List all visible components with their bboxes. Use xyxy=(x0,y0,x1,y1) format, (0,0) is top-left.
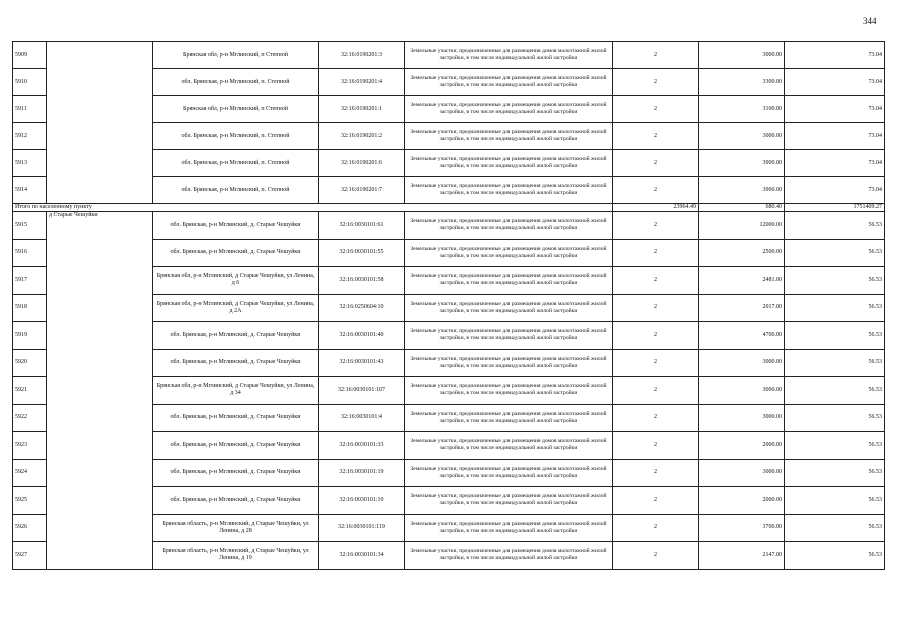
address-cell: Брянская обл, р-н Мглинский, д Старые Чешуйки, ул Ленина, д 6 xyxy=(153,267,319,295)
cadastral-number: 32:16:0030101:4 xyxy=(319,404,405,432)
row-number: 5909 xyxy=(13,42,47,69)
row-number: 5919 xyxy=(13,322,47,350)
cadastral-number: 32:16:0030101:58 xyxy=(319,267,405,295)
land-use-description: Земельные участки, предназначенные для размещения домов малоэтажной жилой застройки, в том числе индивидуальной жилой застройки xyxy=(405,459,613,487)
cadastral-number: 32:16:0030101:40 xyxy=(319,322,405,350)
cadastral-number: 32:16:0030101:19 xyxy=(319,459,405,487)
area-cell: 3900.00 xyxy=(699,150,785,177)
rate-cell: 56.53 xyxy=(785,349,885,377)
cadastral-number: 32:16:0030101:33 xyxy=(319,432,405,460)
settlement-name xyxy=(47,42,153,204)
category-cell: 2 xyxy=(613,69,699,96)
area-cell: 3000.00 xyxy=(699,459,785,487)
category-cell: 2 xyxy=(613,177,699,204)
cadastral-number: 32:16:0190201:6 xyxy=(319,150,405,177)
area-cell: 2147.00 xyxy=(699,542,785,570)
category-cell: 2 xyxy=(613,322,699,350)
land-use-description: Земельные участки, предназначенные для размещения домов малоэтажной жилой застройки, в том числе индивидуальной жилой застройки xyxy=(405,96,613,123)
land-use-description: Земельные участки, предназначенные для размещения домов малоэтажной жилой застройки, в том числе индивидуальной жилой застройки xyxy=(405,69,613,96)
row-number: 5911 xyxy=(13,96,47,123)
settlement-name: д Старые Чешуйки xyxy=(47,212,153,570)
row-number: 5923 xyxy=(13,432,47,460)
address-cell: обл. Брянская, р-н Мглинский, д. Старые Чешуйки xyxy=(153,239,319,267)
address-cell: обл. Брянская, р-н Мглинский, п. Степной xyxy=(153,69,319,96)
address-cell: Брянская обл, р-н Мглинский, п Степной xyxy=(153,96,319,123)
category-cell: 2 xyxy=(613,42,699,69)
area-cell: 12000.00 xyxy=(699,212,785,240)
category-cell: 2 xyxy=(613,123,699,150)
rate-cell: 56.53 xyxy=(785,487,885,515)
land-use-description: Земельные участки, предназначенные для размещения домов малоэтажной жилой застройки, в том числе индивидуальной жилой застройки xyxy=(405,239,613,267)
area-cell: 2000.00 xyxy=(699,432,785,460)
category-cell: 2 xyxy=(613,432,699,460)
cadastral-number: 32:16:0030101:107 xyxy=(319,377,405,405)
cadastral-number: 32:16:0190201:3 xyxy=(319,42,405,69)
address-cell: Брянская обл, р-н Мглинский, д Старые Чешуйки, ул Ленина, д 34 xyxy=(153,377,319,405)
land-registry-table xyxy=(12,41,885,570)
area-cell: 3000.00 xyxy=(699,42,785,69)
rate-cell: 56.53 xyxy=(785,377,885,405)
rate-cell: 56.53 xyxy=(785,239,885,267)
land-use-description: Земельные участки, предназначенные для размещения домов малоэтажной жилой застройки, в том числе индивидуальной жилой застройки xyxy=(405,322,613,350)
rate-cell: 56.53 xyxy=(785,294,885,322)
cadastral-number: 32:16:0190201:7 xyxy=(319,177,405,204)
subtotal-row xyxy=(13,204,885,212)
cadastral-number: 32:16:0030101:34 xyxy=(319,542,405,570)
area-cell: 3000.00 xyxy=(699,377,785,405)
rate-cell: 56.53 xyxy=(785,404,885,432)
subtotal-value: 1751409.27 xyxy=(785,204,885,212)
area-cell: 2000.00 xyxy=(699,487,785,515)
rate-cell: 56.53 xyxy=(785,542,885,570)
area-cell: 3000.00 xyxy=(699,349,785,377)
cadastral-number: 32:16:0030101:61 xyxy=(319,212,405,240)
cadastral-number: 32:16:0190201:4 xyxy=(319,69,405,96)
category-cell: 2 xyxy=(613,267,699,295)
address-cell: обл. Брянская, р-н Мглинский, п. Степной xyxy=(153,123,319,150)
subtotal-section xyxy=(13,204,885,212)
area-cell: 2017.00 xyxy=(699,294,785,322)
rate-cell: 73.04 xyxy=(785,150,885,177)
row-number: 5910 xyxy=(13,69,47,96)
row-number: 5917 xyxy=(13,267,47,295)
land-use-description: Земельные участки, предназначенные для размещения домов малоэтажной жилой застройки, в том числе индивидуальной жилой застройки xyxy=(405,349,613,377)
category-cell: 2 xyxy=(613,294,699,322)
subtotal-rate: 680.40 xyxy=(699,204,785,212)
row-number: 5916 xyxy=(13,239,47,267)
rate-cell: 73.04 xyxy=(785,96,885,123)
row-number: 5912 xyxy=(13,123,47,150)
rate-cell: 56.53 xyxy=(785,432,885,460)
subtotal-area: 23964.49 xyxy=(613,204,699,212)
address-cell: обл. Брянская, р-н Мглинский, д. Старые Чешуйки xyxy=(153,487,319,515)
rate-cell: 56.53 xyxy=(785,267,885,295)
address-cell: обл. Брянская, р-н Мглинский, д. Старые Чешуйки xyxy=(153,322,319,350)
land-use-description: Земельные участки, предназначенные для размещения домов малоэтажной жилой застройки, в том числе индивидуальной жилой застройки xyxy=(405,42,613,69)
settlement-1-rows xyxy=(13,42,885,204)
category-cell: 2 xyxy=(613,349,699,377)
area-cell: 3000.00 xyxy=(699,123,785,150)
address-cell: Брянская обл, р-н Мглинский, д Старые Чешуйки, ул Ленина, д 2А xyxy=(153,294,319,322)
rate-cell: 56.53 xyxy=(785,212,885,240)
settlement-2-rows xyxy=(13,212,885,570)
land-use-description: Земельные участки, предназначенные для размещения домов малоэтажной жилой застройки, в том числе индивидуальной жилой застройки xyxy=(405,432,613,460)
area-cell: 3300.00 xyxy=(699,69,785,96)
rate-cell: 73.04 xyxy=(785,69,885,96)
land-use-description: Земельные участки, предназначенные для размещения домов малоэтажной жилой застройки, в том числе индивидуальной жилой застройки xyxy=(405,294,613,322)
table-row xyxy=(13,42,885,69)
rate-cell: 56.53 xyxy=(785,514,885,542)
cadastral-number: 32:16:0190201:2 xyxy=(319,123,405,150)
row-number: 5922 xyxy=(13,404,47,432)
area-cell: 3000.00 xyxy=(699,404,785,432)
land-use-description: Земельные участки, предназначенные для размещения домов малоэтажной жилой застройки, в том числе индивидуальной жилой застройки xyxy=(405,267,613,295)
row-number: 5913 xyxy=(13,150,47,177)
address-cell: Брянская область, р-н Мглинский, д Старые Чешуйки, ул Ленина, д 28 xyxy=(153,514,319,542)
category-cell: 2 xyxy=(613,459,699,487)
land-use-description: Земельные участки, предназначенные для размещения домов малоэтажной жилой застройки, в том числе индивидуальной жилой застройки xyxy=(405,177,613,204)
row-number: 5915 xyxy=(13,212,47,240)
category-cell: 2 xyxy=(613,514,699,542)
row-number: 5920 xyxy=(13,349,47,377)
address-cell: обл. Брянская, р-н Мглинский, п. Степной xyxy=(153,177,319,204)
cadastral-number: 32:16:0250604:10 xyxy=(319,294,405,322)
address-cell: обл. Брянская, р-н Мглинский, д. Старые Чешуйки xyxy=(153,432,319,460)
cadastral-number: 32:16:0030101:119 xyxy=(319,514,405,542)
cadastral-number: 32:16:0030101:55 xyxy=(319,239,405,267)
address-cell: обл. Брянская, р-н Мглинский, п. Степной xyxy=(153,150,319,177)
table-row xyxy=(13,212,885,240)
category-cell: 2 xyxy=(613,377,699,405)
category-cell: 2 xyxy=(613,487,699,515)
row-number: 5927 xyxy=(13,542,47,570)
address-cell: обл. Брянская, р-н Мглинский, д. Старые Чешуйки xyxy=(153,459,319,487)
page-number: 344 xyxy=(863,16,877,26)
category-cell: 2 xyxy=(613,96,699,123)
land-use-description: Земельные участки, предназначенные для размещения домов малоэтажной жилой застройки, в том числе индивидуальной жилой застройки xyxy=(405,150,613,177)
area-cell: 3900.00 xyxy=(699,177,785,204)
area-cell: 4700.00 xyxy=(699,322,785,350)
row-number: 5918 xyxy=(13,294,47,322)
row-number: 5926 xyxy=(13,514,47,542)
land-use-description: Земельные участки, предназначенные для размещения домов малоэтажной жилой застройки, в том числе индивидуальной жилой застройки xyxy=(405,487,613,515)
category-cell: 2 xyxy=(613,404,699,432)
land-use-description: Земельные участки, предназначенные для размещения домов малоэтажной жилой застройки, в том числе индивидуальной жилой застройки xyxy=(405,123,613,150)
address-cell: Брянская обл, р-н Мглинский, п Степной xyxy=(153,42,319,69)
rate-cell: 73.04 xyxy=(785,123,885,150)
rate-cell: 73.04 xyxy=(785,177,885,204)
category-cell: 2 xyxy=(613,150,699,177)
land-use-description: Земельные участки, предназначенные для размещения домов малоэтажной жилой застройки, в том числе индивидуальной жилой застройки xyxy=(405,542,613,570)
area-cell: 2481.00 xyxy=(699,267,785,295)
address-cell: обл. Брянская, р-н Мглинский, д. Старые Чешуйки xyxy=(153,349,319,377)
address-cell: обл. Брянская, р-н Мглинский, д. Старые Чешуйки xyxy=(153,404,319,432)
row-number: 5924 xyxy=(13,459,47,487)
land-use-description: Земельные участки, предназначенные для размещения домов малоэтажной жилой застройки, в том числе индивидуальной жилой застройки xyxy=(405,514,613,542)
row-number: 5914 xyxy=(13,177,47,204)
cadastral-number: 32:16:0030101:10 xyxy=(319,487,405,515)
area-cell: 2500.00 xyxy=(699,239,785,267)
cadastral-number: 32:16:0030101:43 xyxy=(319,349,405,377)
category-cell: 2 xyxy=(613,212,699,240)
address-cell: Брянская область, р-н Мглинский, д Старые Чешуйки, ул Ленина, д 19 xyxy=(153,542,319,570)
category-cell: 2 xyxy=(613,239,699,267)
row-number: 5925 xyxy=(13,487,47,515)
land-use-description: Земельные участки, предназначенные для размещения домов малоэтажной жилой застройки, в том числе индивидуальной жилой застройки xyxy=(405,404,613,432)
subtotal-label: Итого по населенному пункту xyxy=(13,204,613,212)
land-use-description: Земельные участки, предназначенные для размещения домов малоэтажной жилой застройки, в том числе индивидуальной жилой застройки xyxy=(405,212,613,240)
rate-cell: 73.04 xyxy=(785,42,885,69)
land-use-description: Земельные участки, предназначенные для размещения домов малоэтажной жилой застройки, в том числе индивидуальной жилой застройки xyxy=(405,377,613,405)
rate-cell: 56.53 xyxy=(785,459,885,487)
rate-cell: 56.53 xyxy=(785,322,885,350)
category-cell: 2 xyxy=(613,542,699,570)
address-cell: обл. Брянская, р-н Мглинский, д. Старые Чешуйки xyxy=(153,212,319,240)
area-cell: 3700.00 xyxy=(699,514,785,542)
row-number: 5921 xyxy=(13,377,47,405)
area-cell: 3100.00 xyxy=(699,96,785,123)
cadastral-number: 32:16:0190201:1 xyxy=(319,96,405,123)
